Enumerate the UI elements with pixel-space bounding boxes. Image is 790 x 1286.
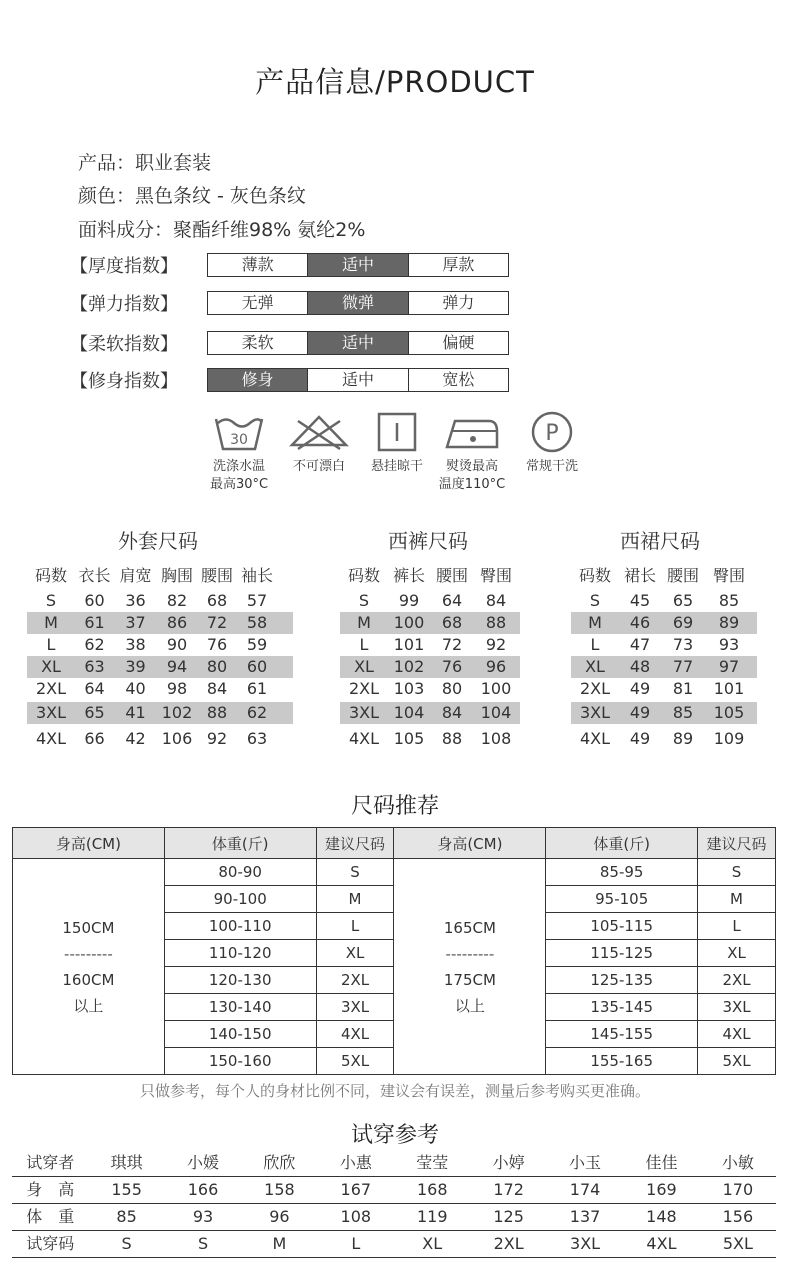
size-cell: 49: [629, 679, 651, 698]
size-cell: 5XL: [698, 1048, 776, 1075]
size-cell: 2XL: [579, 679, 611, 698]
size-cell: 99: [398, 591, 420, 610]
size-cell: 59: [246, 635, 268, 654]
size-row: [340, 634, 520, 656]
size-cell: 101: [713, 679, 745, 698]
size-cell: 45: [629, 591, 651, 610]
care-label: [199, 458, 279, 494]
size-row: [27, 728, 293, 750]
size-cell: 102: [161, 703, 193, 722]
size-cell: 104: [480, 703, 512, 722]
index-option: 无弹: [241, 293, 274, 312]
size-cell: 36: [125, 591, 146, 610]
index-label: 【厚度指数】: [70, 256, 178, 277]
recommend-header-cell: 身高(CM): [13, 828, 165, 859]
size-cell: 73: [672, 635, 694, 654]
size-cell: 61: [246, 679, 268, 698]
tryon-row-label: 身 高: [26, 1180, 75, 1199]
size-cell: 85: [672, 703, 694, 722]
index-option: 柔软: [241, 333, 274, 352]
size-cell: 109: [713, 729, 745, 748]
index-scale: [207, 253, 509, 277]
care-label-line2: 温度110°C: [438, 477, 506, 492]
size-cell: 104: [393, 703, 425, 722]
weight-cell: 90-100: [164, 886, 316, 913]
size-cell: 92: [485, 635, 507, 654]
weight-cell: 140-150: [164, 1021, 316, 1048]
size-cell: 2XL: [316, 967, 394, 994]
size-cell: 5XL: [316, 1048, 394, 1075]
size-cell: 85: [718, 591, 740, 610]
care-label-line1: 常规干洗: [525, 459, 578, 474]
size-table-header: [27, 563, 277, 586]
size-cell: 84: [485, 591, 507, 610]
tryon-cell: S: [197, 1234, 209, 1253]
index-option: 微弹: [307, 292, 407, 314]
size-row: [571, 612, 757, 634]
size-cell: 97: [718, 657, 740, 676]
size-row: [340, 678, 520, 700]
tryon-cell: 168: [416, 1180, 448, 1199]
size-table-header: [340, 563, 518, 586]
height-range-line: 以上: [454, 996, 485, 1015]
size-cell: XL: [354, 657, 374, 676]
tryon-cell: 137: [569, 1207, 601, 1226]
size-cell: M: [588, 613, 602, 632]
tryon-cell: 119: [416, 1207, 448, 1226]
dry-clean-icon: [512, 410, 592, 454]
size-table-header: [571, 563, 753, 586]
height-range-line: 以上: [73, 996, 104, 1015]
tryon-cell: L: [351, 1234, 361, 1253]
tryon-cell: 小惠: [339, 1153, 372, 1172]
size-cell: 2XL: [348, 679, 380, 698]
size-cell: 89: [718, 613, 740, 632]
size-cell: 96: [485, 657, 507, 676]
iron-care: [432, 410, 512, 494]
weight-cell: 115-125: [546, 940, 698, 967]
care-label: [357, 458, 437, 476]
tryon-cell: 小敏: [721, 1153, 754, 1172]
index-option: 适中: [307, 254, 407, 276]
weight-cell: 110-120: [164, 940, 316, 967]
size-cell: 64: [441, 591, 463, 610]
weight-cell: 80-90: [164, 859, 316, 886]
recommend-title: 尺码推荐: [350, 794, 439, 819]
tryon-cell: 155: [111, 1180, 142, 1199]
size-cell: 4XL: [35, 729, 67, 748]
recommend-header-cell: 身高(CM): [394, 828, 546, 859]
product-name: 产品：职业套装: [78, 152, 212, 174]
size-row: [571, 634, 757, 656]
size-header-cell: 裤长: [392, 566, 425, 585]
size-row: [27, 634, 293, 656]
care-label-line1: 悬挂晾干: [370, 459, 423, 474]
size-cell: 38: [125, 635, 146, 654]
size-cell: 4XL: [579, 729, 611, 748]
size-row: [340, 702, 520, 724]
height-range-line: 160CM: [62, 970, 115, 989]
size-cell: 3XL: [579, 703, 611, 722]
size-cell: 82: [166, 591, 188, 610]
size-cell: 90: [166, 635, 188, 654]
size-cell: 58: [246, 613, 268, 632]
iron-icon: [432, 410, 512, 454]
tryon-cell: 108: [340, 1207, 372, 1226]
size-cell: 61: [84, 613, 105, 632]
recommend-header-row: [13, 828, 776, 859]
size-cell: 4XL: [698, 1021, 776, 1048]
size-cell: 3XL: [316, 994, 394, 1021]
index-option: 偏硬: [408, 332, 508, 354]
size-cell: XL: [41, 657, 61, 676]
size-cell: L: [698, 913, 776, 940]
svg-text:30: 30: [230, 432, 248, 448]
tryon-cell: 169: [646, 1180, 677, 1199]
tryon-cell: 4XL: [646, 1234, 677, 1253]
size-cell: 108: [480, 729, 512, 748]
tryon-cell: 166: [187, 1180, 219, 1199]
size-cell: 93: [718, 635, 740, 654]
tryon-cell: 148: [646, 1207, 677, 1226]
size-cell: L: [359, 635, 369, 654]
size-cell: 106: [161, 729, 193, 748]
index-label: 【弹力指数】: [70, 294, 178, 315]
care-label: [512, 458, 592, 476]
weight-cell: 145-155: [546, 1021, 698, 1048]
size-cell: 62: [84, 635, 105, 654]
index-option: 适中: [307, 369, 407, 391]
size-cell: 94: [166, 657, 188, 676]
index-scale: [207, 331, 509, 355]
tryon-row-label: 体 重: [26, 1207, 75, 1226]
size-row: [340, 656, 520, 678]
tryon-row-label: 试穿者: [26, 1153, 75, 1172]
size-cell: 3XL: [35, 703, 67, 722]
size-cell: 2XL: [698, 967, 776, 994]
size-cell: 40: [125, 679, 146, 698]
size-cell: 68: [206, 591, 228, 610]
size-cell: 57: [246, 591, 268, 610]
size-cell: 72: [441, 635, 463, 654]
size-cell: 3XL: [348, 703, 380, 722]
size-cell: 76: [441, 657, 463, 676]
weight-cell: 100-110: [164, 913, 316, 940]
size-cell: 66: [84, 729, 105, 748]
size-row: [340, 590, 520, 612]
index-label: 【柔软指数】: [70, 334, 178, 355]
size-row: [340, 728, 520, 750]
tryon-cell: 小玉: [569, 1153, 602, 1172]
size-cell: S: [358, 591, 370, 610]
tryon-cell: 3XL: [570, 1234, 601, 1253]
tryon-cell: 莹莹: [416, 1153, 449, 1172]
size-cell: 46: [629, 613, 651, 632]
size-cell: S: [45, 591, 57, 610]
size-cell: 62: [246, 703, 268, 722]
size-cell: 88: [485, 613, 507, 632]
size-cell: 60: [246, 657, 268, 676]
size-cell: 47: [629, 635, 651, 654]
size-row: [27, 590, 293, 612]
tryon-cell: S: [121, 1234, 132, 1253]
size-table-title: 西裤尺码: [388, 529, 468, 553]
size-cell: 105: [713, 703, 745, 722]
size-cell: 49: [629, 729, 651, 748]
recommend-table: [12, 827, 776, 1075]
page-title: 产品信息/PRODUCT: [255, 65, 535, 99]
index-scale: [207, 291, 509, 315]
weight-cell: 130-140: [164, 994, 316, 1021]
height-range-line: 150CM: [62, 918, 115, 937]
size-cell: 39: [125, 657, 146, 676]
tryon-title: 试穿参考: [350, 1123, 439, 1148]
tryon-cell: 158: [264, 1180, 295, 1199]
size-table-title: 西裙尺码: [620, 529, 700, 553]
size-cell: XL: [316, 940, 394, 967]
dry-clean-care: [512, 410, 592, 476]
care-label: [279, 458, 359, 476]
height-range-cell: [13, 859, 165, 1075]
recommend-row: [13, 859, 776, 886]
recommend-header-cell: 建议尺码: [316, 828, 394, 859]
size-cell: XL: [698, 940, 776, 967]
size-cell: M: [698, 886, 776, 913]
size-cell: 80: [206, 657, 228, 676]
size-cell: 3XL: [698, 994, 776, 1021]
size-cell: 72: [206, 613, 228, 632]
size-row: [571, 590, 757, 612]
size-header-cell: 胸围: [160, 566, 193, 585]
size-cell: 101: [393, 635, 425, 654]
index-scale: [207, 368, 509, 392]
hang-dry-icon: [357, 410, 437, 454]
care-label-line1: 洗涤水温: [212, 459, 265, 474]
tryon-cell: 小婷: [492, 1153, 525, 1172]
size-row: [571, 702, 757, 724]
size-cell: S: [589, 591, 601, 610]
tryon-cell: 172: [493, 1180, 524, 1199]
tryon-cell: 125: [493, 1207, 524, 1226]
tryon-row: [12, 1150, 776, 1177]
size-cell: 69: [672, 613, 694, 632]
no-bleach-care: [279, 410, 359, 476]
size-cell: 63: [246, 729, 268, 748]
size-cell: 76: [206, 635, 228, 654]
weight-cell: 150-160: [164, 1048, 316, 1075]
size-header-cell: 肩宽: [119, 566, 152, 585]
size-cell: 63: [84, 657, 105, 676]
size-cell: L: [590, 635, 600, 654]
size-cell: 81: [672, 679, 694, 698]
tryon-cell: M: [272, 1234, 287, 1253]
recommend-header-cell: 建议尺码: [698, 828, 776, 859]
care-label-line1: 不可漂白: [292, 459, 345, 474]
care-label-line1: 熨烫最高: [445, 459, 498, 474]
size-header-cell: 码数: [34, 566, 67, 585]
size-cell: S: [698, 859, 776, 886]
tryon-cell: 琪琪: [110, 1153, 143, 1172]
weight-cell: 85-95: [546, 859, 698, 886]
weight-cell: 125-135: [546, 967, 698, 994]
size-cell: 88: [206, 703, 228, 722]
tryon-cell: 5XL: [722, 1234, 753, 1253]
weight-cell: 155-165: [546, 1048, 698, 1075]
size-cell: M: [44, 613, 58, 632]
size-row: [571, 678, 757, 700]
size-cell: M: [357, 613, 371, 632]
index-option: 厚款: [408, 254, 508, 276]
fabric-composition: 面料成分：聚酯纤维98% 氨纶2%: [78, 219, 366, 241]
weight-cell: 120-130: [164, 967, 316, 994]
tryon-cell: 85: [116, 1207, 137, 1226]
tryon-row-label: 试穿码: [26, 1234, 75, 1253]
size-header-cell: 码数: [347, 566, 380, 585]
tryon-cell: 167: [340, 1180, 372, 1199]
svg-text:P: P: [545, 421, 559, 446]
size-cell: 88: [441, 729, 463, 748]
height-range-line: 175CM: [443, 970, 496, 989]
recommend-header-cell: 体重(斤): [164, 828, 316, 859]
size-cell: 100: [393, 613, 425, 632]
size-row: [571, 728, 757, 750]
recommend-header-cell: 体重(斤): [546, 828, 698, 859]
index-option: 弹力: [408, 292, 508, 314]
tryon-row: [12, 1177, 776, 1204]
hang-dry-care: [357, 410, 437, 476]
size-cell: 48: [629, 657, 651, 676]
size-cell: 86: [166, 613, 188, 632]
index-option: 适中: [307, 332, 407, 354]
size-cell: 65: [672, 591, 694, 610]
size-cell: 37: [125, 613, 146, 632]
index-option: 薄款: [241, 255, 274, 274]
size-cell: 42: [125, 729, 146, 748]
size-row: [571, 656, 757, 678]
size-cell: 49: [629, 703, 651, 722]
size-cell: 84: [441, 703, 463, 722]
size-cell: 105: [393, 729, 425, 748]
height-range-line: ---------: [64, 944, 113, 963]
size-cell: XL: [585, 657, 605, 676]
tryon-cell: 174: [569, 1180, 601, 1199]
weight-cell: 95-105: [546, 886, 698, 913]
size-cell: 2XL: [35, 679, 67, 698]
size-cell: 65: [84, 703, 105, 722]
wash-30-care: [199, 410, 279, 494]
size-header-cell: 腰围: [435, 566, 468, 585]
size-row: [27, 656, 293, 678]
tryon-cell: 96: [269, 1207, 290, 1226]
size-cell: 84: [206, 679, 228, 698]
size-row: [27, 678, 293, 700]
size-header-cell: 腰围: [666, 566, 699, 585]
size-header-cell: 裙长: [623, 566, 656, 585]
size-cell: L: [316, 913, 394, 940]
size-cell: 64: [84, 679, 105, 698]
tryon-row: [12, 1204, 776, 1231]
size-row: [27, 612, 293, 634]
size-cell: 100: [480, 679, 512, 698]
size-cell: 103: [393, 679, 425, 698]
size-header-cell: 臀围: [479, 566, 512, 585]
size-row: [27, 702, 293, 724]
size-cell: 77: [672, 657, 694, 676]
size-row: [340, 612, 520, 634]
wash-30-icon: [199, 410, 279, 454]
tryon-cell: 170: [722, 1180, 754, 1199]
weight-cell: 105-115: [546, 913, 698, 940]
care-label: [432, 458, 512, 494]
no-bleach-icon: [279, 410, 359, 454]
size-cell: 60: [84, 591, 105, 610]
height-range-cell: [394, 859, 546, 1075]
size-header-cell: 腰围: [200, 566, 233, 585]
tryon-cell: 佳佳: [645, 1153, 678, 1172]
tryon-row: [12, 1231, 776, 1258]
size-cell: 98: [166, 679, 188, 698]
size-cell: 4XL: [316, 1021, 394, 1048]
height-range-line: ---------: [445, 944, 495, 963]
size-header-cell: 码数: [578, 566, 611, 585]
tryon-cell: 93: [192, 1207, 214, 1226]
size-cell: 68: [441, 613, 463, 632]
size-cell: 92: [206, 729, 228, 748]
height-range-line: 165CM: [443, 918, 496, 937]
size-cell: 80: [441, 679, 463, 698]
tryon-cell: 欣欣: [263, 1153, 296, 1172]
size-cell: 41: [125, 703, 146, 722]
size-header-cell: 臀围: [712, 566, 745, 585]
size-table-title: 外套尺码: [118, 529, 198, 553]
index-option: 修身: [208, 369, 307, 391]
size-cell: 4XL: [348, 729, 380, 748]
product-color: 颜色：黑色条纹 - 灰色条纹: [78, 185, 306, 207]
index-label: 【修身指数】: [70, 371, 178, 392]
tryon-cell: 2XL: [493, 1234, 524, 1253]
size-cell: L: [46, 635, 56, 654]
tryon-cell: XL: [422, 1234, 443, 1253]
size-header-cell: 袖长: [240, 566, 273, 585]
size-cell: 89: [672, 729, 694, 748]
recommend-note: 只做参考，每个人的身材比例不同，建议会有误差，测量后参考购买更准确。: [139, 1082, 650, 1100]
weight-cell: 135-145: [546, 994, 698, 1021]
tryon-cell: 156: [722, 1207, 754, 1226]
care-label-line2: 最高30°C: [209, 477, 269, 492]
tryon-cell: 小媛: [187, 1153, 220, 1172]
size-header-cell: 衣长: [78, 566, 111, 585]
index-option: 宽松: [408, 369, 508, 391]
size-cell: M: [316, 886, 394, 913]
size-cell: 102: [393, 657, 425, 676]
size-cell: S: [316, 859, 394, 886]
